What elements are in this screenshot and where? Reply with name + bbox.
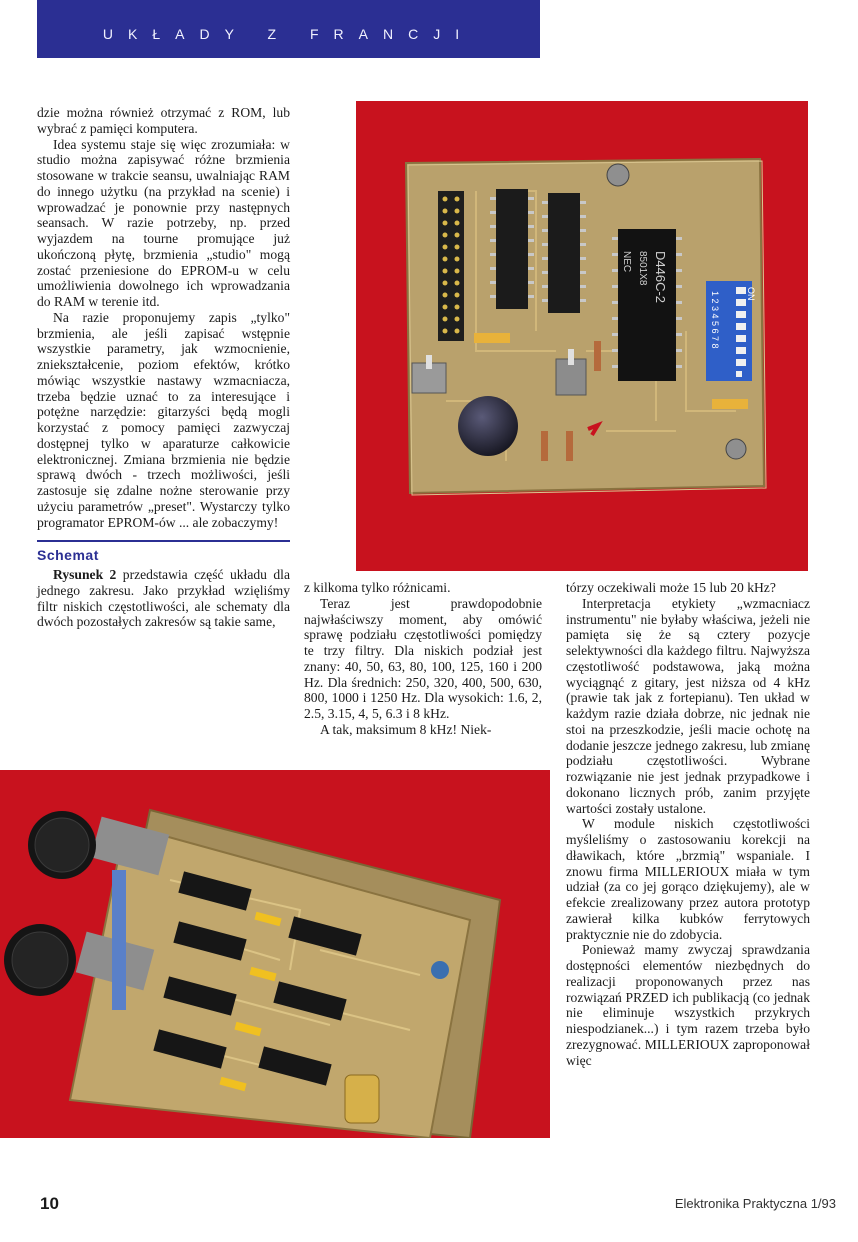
paragraph: Interpretacja etykiety „wzmacniacz instrumentu" nie byłaby właściwa, jeżeli nie pamięta się że są cztery pozycje selektywności dla każdego filtru. Najwyższa częstotliwość podstawowa, jaką można wyciągnąć z gitary, jest niższa od 4 kHz (prawie tak jak z fortepianu). Ten układ w każdym razie działa dobrze, nic jednak nie stoi na przeszkodzie, jeśli macie ochotę na dodanie jeszcze jednego zakresu, lub zmianę podziału częstotliwości. Wybrane rozwiązanie nie jest jednak przypadkowe i dokonano licznych prób, zanim przyjęte wartości zostały ustalone.: [566, 595, 810, 816]
section-heading: Schemat: [37, 547, 99, 564]
paragraph: W module niskich częstotliwości myśleliśmy o zastosowaniu korekcji na dławikach, które „brzmią" wspaniale. I znowu firma MILLERIOUX miała w tym udział (za co jej gorąco dziękujemy), ale w efekcie zrealizowany przez autora prototyp zawierał kilka kubków ferrytowych praktycznie nie do zdobycia.: [566, 816, 810, 942]
section-divider: [37, 540, 290, 542]
paragraph: Idea systemu staje się więc zrozumiała: w studio można zapisywać różne brzmienia stosowane w trakcie seansu, uwalniając RAM do innego użytku (na przykład na scenie) i wprowadzać je ponownie przy następnych seansach. W razie potrzeby, np. przed wyjazdem na tourne promujące już ukończoną płytę, brzmienia „studio" mogą zostać przeniesione do EPROM-u w celu umożliwienia dowolnego ich wprowadzania do RAM w terenie itd.: [37, 136, 290, 309]
dip-switch-numbers: 1 2 3 4 5 6 7 8: [710, 291, 720, 349]
page-number: 10: [40, 1194, 59, 1213]
chip-label-maker: NEC: [621, 251, 632, 273]
text-column-2: [304, 580, 542, 738]
section-header-title: UKŁADY Z FRANCJI: [102, 26, 475, 42]
paragraph: dzie można również otrzymać z ROM, lub wybrać z pamięci komputera.: [37, 105, 290, 136]
filter-board-illustration: [0, 770, 550, 1138]
figure-reference: Rysunek 2: [53, 567, 117, 582]
chip-label-part: D446C-2: [653, 251, 668, 304]
chip-label-lot: 8501X8: [637, 251, 648, 286]
photo-memory-board: [356, 101, 808, 571]
text-column-1: [37, 105, 290, 630]
paragraph: Ponieważ mamy zwyczaj sprawdzania dostępności elementów niezbędnych do realizacji proponowanych przez nas rozwiązań PRZED ich publikacją (co jednak nie eliminuje wszystkich przykrych niespodzianek...) i tym razem trzeba było zrezygnować. MILLERIOUX zaproponował więc: [566, 942, 810, 1068]
photo-filter-board: [0, 770, 550, 1138]
paragraph: z kilkoma tylko różnicami.: [304, 580, 451, 595]
memory-board-illustration: [356, 101, 808, 571]
paragraph: Teraz jest prawdopodobnie najwłaściwszy moment, aby omówić sprawę podziału częstotliwości pomiędzy te trzy filtry. Dla niskich podział jest znany: 40, 50, 63, 80, 100, 125, 160 i 200 Hz. Dla średnich: 250, 320, 400, 500, 630, 800, 1000 i 1250 Hz. Dla wysokich: 1.6, 2, 2.5, 3.15, 4, 5, 6.3 i 8 kHz.: [304, 595, 542, 721]
paragraph: [37, 567, 290, 630]
paragraph: A tak, maksimum 8 kHz! Niek-: [320, 721, 492, 737]
header-band: [37, 0, 540, 58]
paragraph-text: przedstawia część układu dla jednego zakresu. Jako przykład wzięliśmy filtr niskich częstotliwości, ale schematy dla dwóch pozostałych zakresów są takie same,: [37, 567, 290, 630]
paragraph: Na razie proponujemy zapis „tylko" brzmienia, ale jeśli zapisać wstępnie wszystkie parametry, jak wzmocnienie, zniekształcenie, poziom efektów, krótko mówiąc wszystkie nastawy wzmacniacza, trzeba będzie uznać to za interesujące i potężne narzędzie: gitarzyści będą mogli korzystać z pomocy pamięci zazwyczaj dostępnej tylko w aparaturze całkowicie elektronicznej. Zmiana brzmienia nie będzie sprawą dwóch - trzech możliwości, jeśli zastosuje się zdalne nożne sterowanie przy użyciu parametrów „preset". Wystarczy tylko programator EPROM-ów ... ale zobaczymy!: [37, 309, 290, 530]
magazine-issue: Elektronika Praktyczna 1/93: [674, 1196, 836, 1211]
dip-switch-on-label: ON: [746, 287, 756, 301]
paragraph: tórzy oczekiwali może 15 lub 20 kHz?: [566, 580, 776, 595]
text-column-3: [566, 580, 810, 1068]
